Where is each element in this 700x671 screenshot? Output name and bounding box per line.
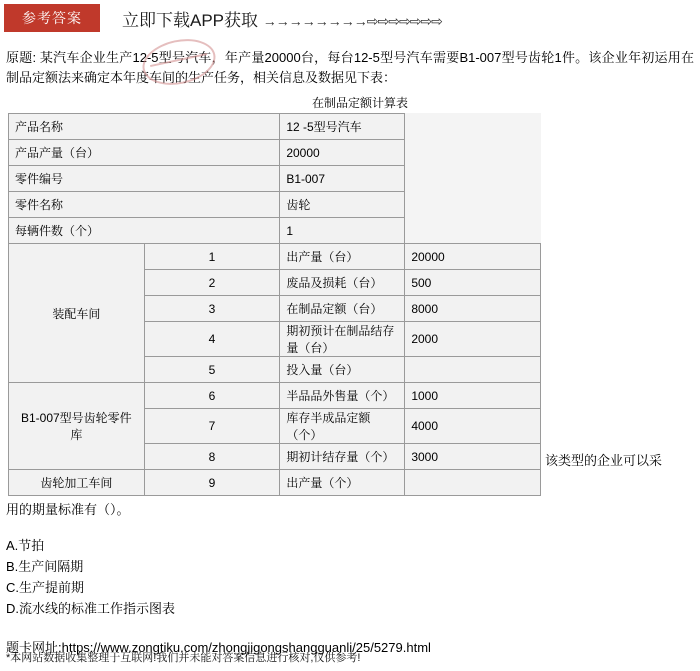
row-value: 1 <box>280 218 405 244</box>
row-label: 零件名称 <box>9 192 280 218</box>
question-text <box>6 48 694 88</box>
row-value: 8000 <box>405 296 541 322</box>
row-value: 4000 <box>405 409 541 444</box>
row-number: 6 <box>144 383 280 409</box>
row-number: 7 <box>144 409 280 444</box>
row-number: 4 <box>144 322 280 357</box>
source-url[interactable]: https://www.zongtiku.com/zhongjigongshangguanli/25/5279.html <box>61 640 431 655</box>
row-item: 在制品定额（台） <box>280 296 405 322</box>
reference-answer-badge: 参考答案 <box>4 4 100 32</box>
row-item: 出产量（个） <box>280 470 405 496</box>
row-value: 2000 <box>405 322 541 357</box>
table-row <box>9 218 541 244</box>
row-value: B1-007 <box>280 166 405 192</box>
question-tail: 用的期量标准有（）。 <box>6 502 130 517</box>
row-value <box>405 470 541 496</box>
row-value: 12 -5型号汽车 <box>280 114 405 140</box>
table-row <box>9 383 541 409</box>
row-label: 每辆件数（个） <box>9 218 280 244</box>
row-item: 期初预计在制品结存量（台） <box>280 322 405 357</box>
table-row <box>9 470 541 496</box>
row-label: 产品名称 <box>9 114 280 140</box>
disclaimer-text: *本网站数据收集整理于互联网!我们并未能对答案信息进行核对,仅供参考! <box>6 652 361 664</box>
group-label: 齿轮加工车间 <box>9 470 145 496</box>
download-app-prompt <box>122 6 442 31</box>
row-value: 齿轮 <box>280 192 405 218</box>
row-label: 产品产量（台） <box>9 140 280 166</box>
row-value: 20000 <box>405 244 541 270</box>
row-number: 3 <box>144 296 280 322</box>
question-continuation: 该类型的企业可以采 <box>545 453 663 468</box>
group-label: 装配车间 <box>9 244 145 383</box>
row-number: 5 <box>144 357 280 383</box>
row-number: 1 <box>144 244 280 270</box>
row-item: 出产量（台） <box>280 244 405 270</box>
in-process-quota-table <box>8 113 541 496</box>
table-body <box>9 114 541 496</box>
row-value: 3000 <box>405 444 541 470</box>
table-row <box>9 166 541 192</box>
options-list <box>6 536 694 619</box>
table-row <box>9 140 541 166</box>
row-value: 500 <box>405 270 541 296</box>
row-label: 零件编号 <box>9 166 280 192</box>
row-item: 半品品外售量（个） <box>280 383 405 409</box>
row-value <box>405 357 541 383</box>
source-url-label: 题卡网址: <box>6 640 62 655</box>
row-item: 废品及损耗（台） <box>280 270 405 296</box>
option-c[interactable]: C.生产提前期 <box>6 580 85 595</box>
group-label: B1-007型号齿轮零件库 <box>9 383 145 470</box>
table-row <box>9 114 541 140</box>
table-row <box>9 192 541 218</box>
row-value: 1000 <box>405 383 541 409</box>
row-item: 投入量（台） <box>280 357 405 383</box>
row-number: 2 <box>144 270 280 296</box>
row-item: 期初计结存量（个） <box>280 444 405 470</box>
row-number: 8 <box>144 444 280 470</box>
question-body: 原题: 某汽车企业生产12-5型号汽车，年产量20000台，每台12-5型号汽车需要B1-007型号齿轮1件。该企业年初运用在制品定额法来确定本年度车间的生产任务，相关信息及数据见下表： <box>6 50 694 85</box>
row-value: 20000 <box>280 140 405 166</box>
page-header <box>0 0 700 38</box>
table-row <box>9 244 541 270</box>
table-caption: 在制品定额计算表 <box>311 96 408 110</box>
row-item: 库存半成品定额（个） <box>280 409 405 444</box>
option-b[interactable]: B.生产间隔期 <box>6 559 84 574</box>
download-app-label[interactable]: 立即下载APP获取 <box>122 11 259 30</box>
arrow-right-icon: →→→→→→→→⇨⇨⇨⇨⇨⇨⇨ <box>262 13 442 29</box>
option-a[interactable]: A.节拍 <box>6 538 45 553</box>
option-d[interactable]: D.流水线的标准工作指示图表 <box>6 601 176 616</box>
row-number: 9 <box>144 470 280 496</box>
